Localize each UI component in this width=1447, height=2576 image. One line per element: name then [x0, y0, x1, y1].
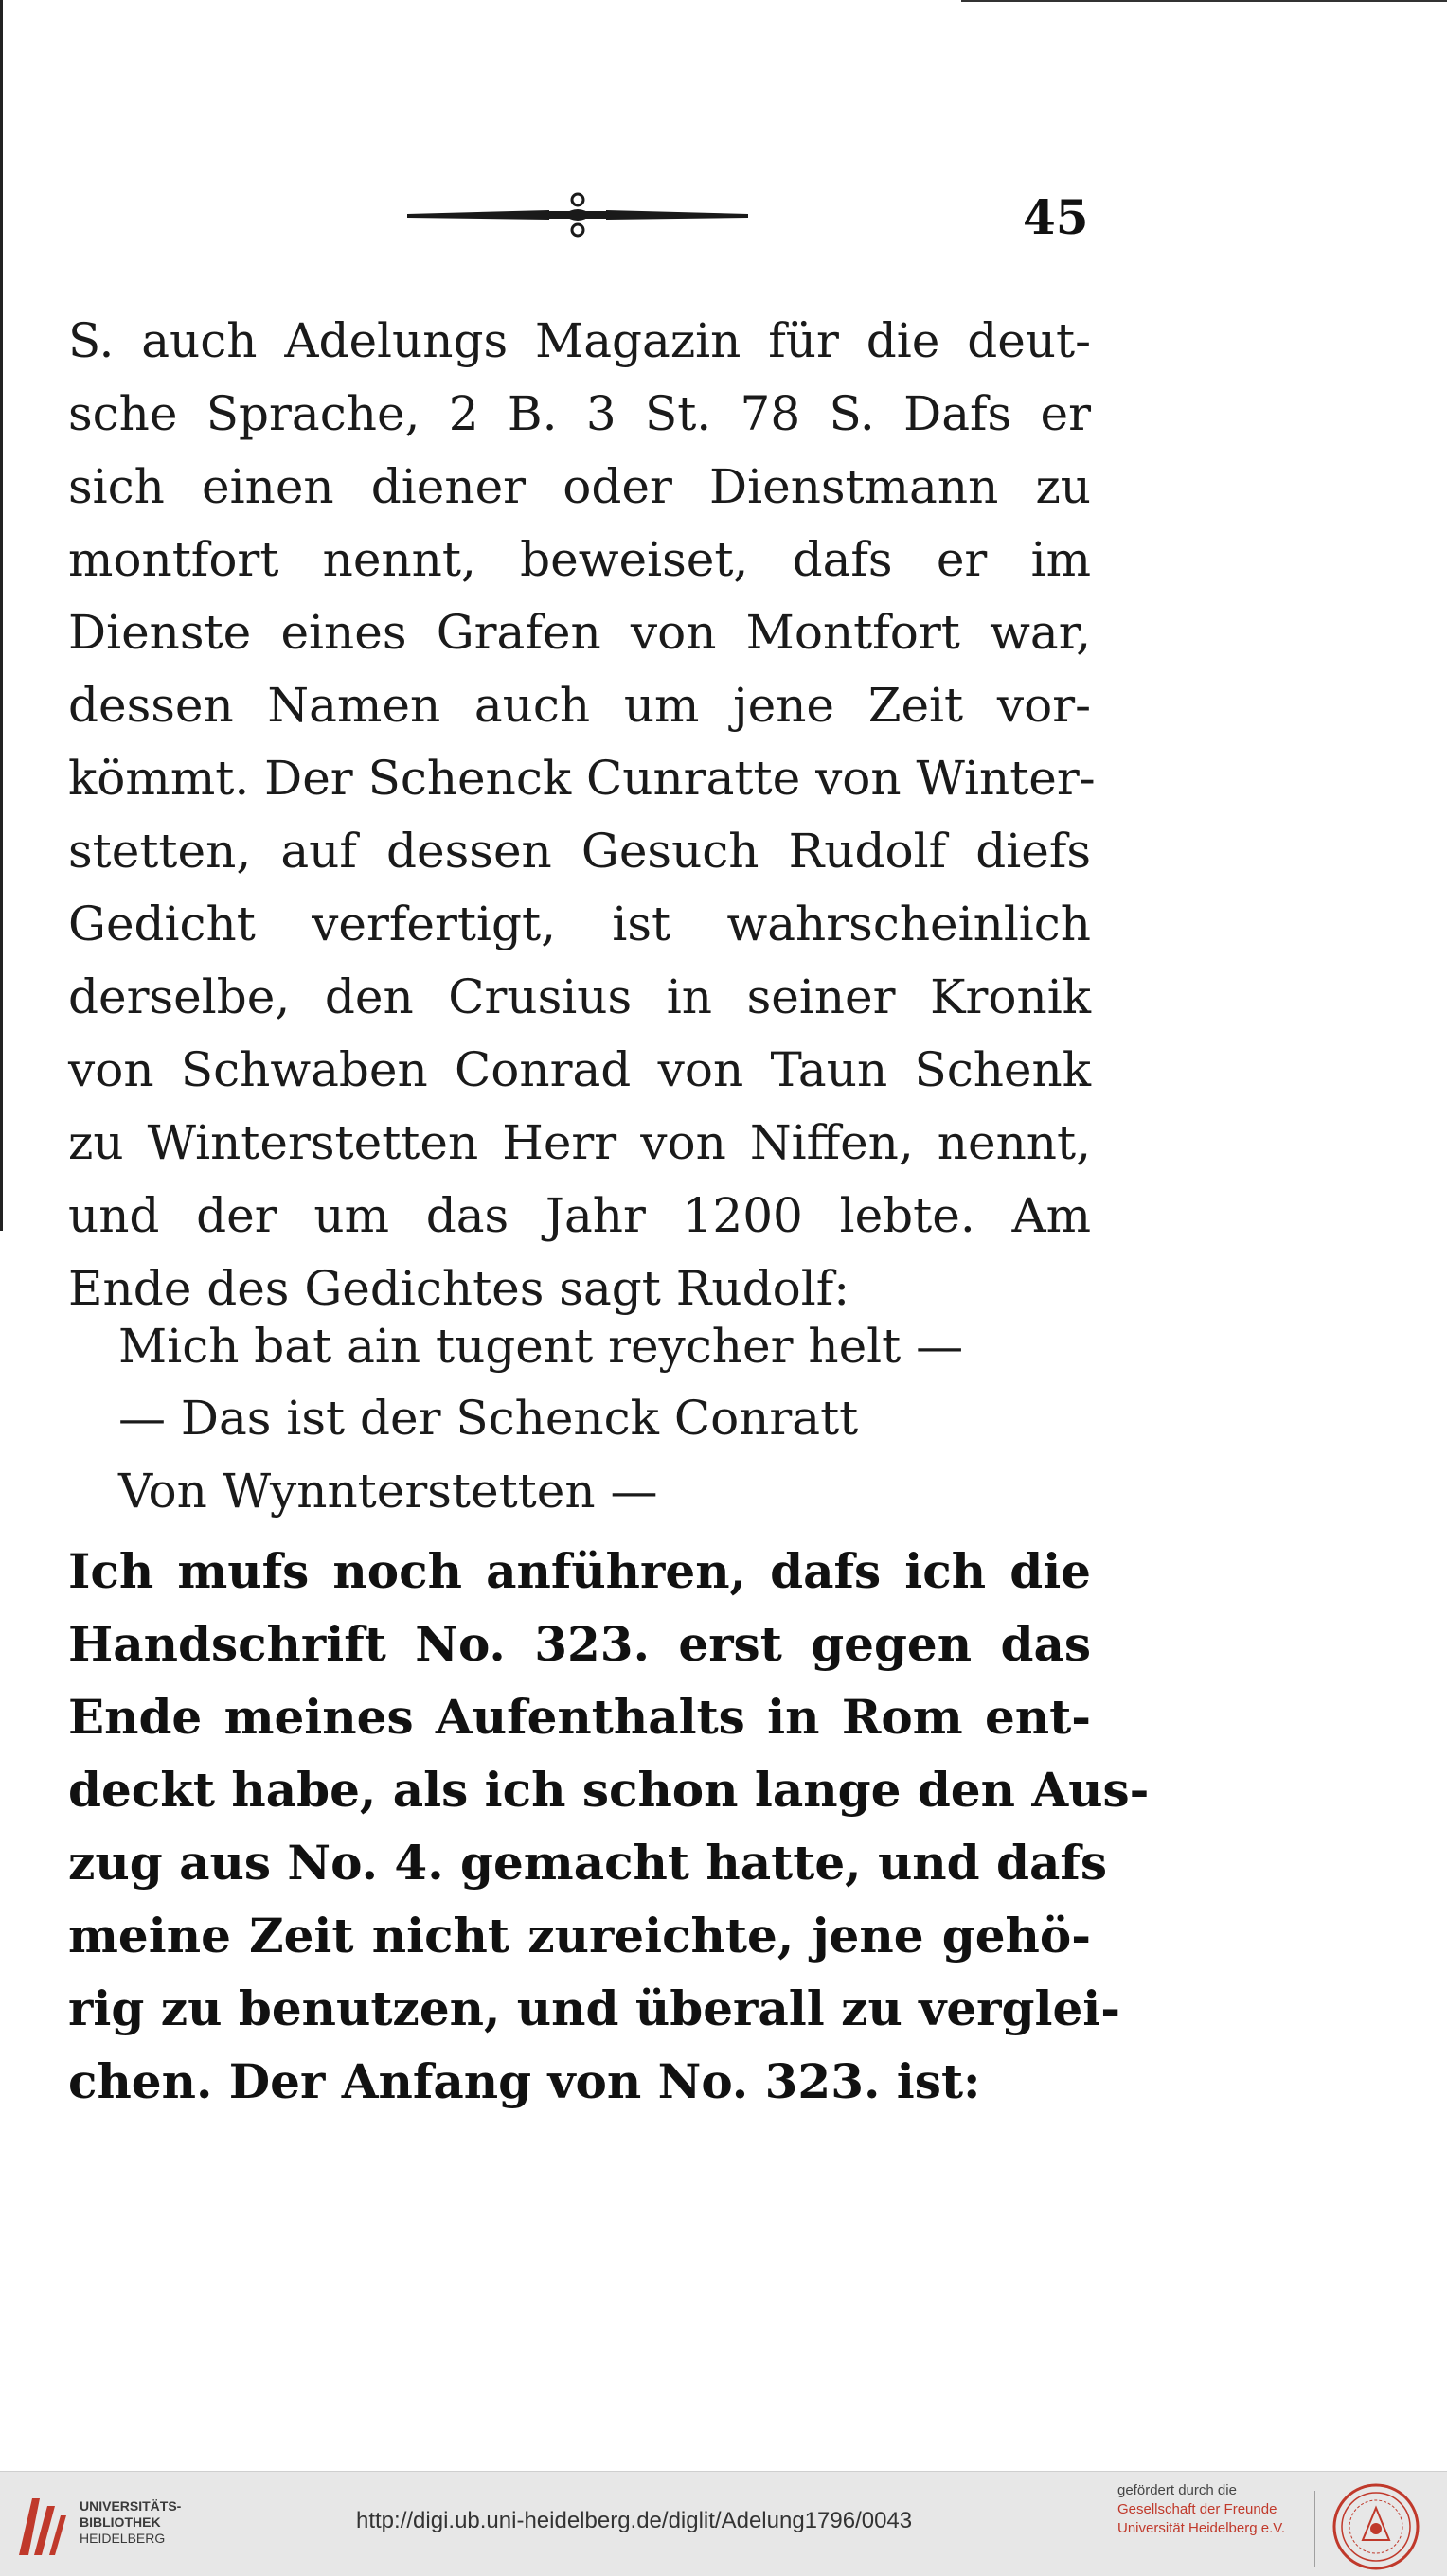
text-line: montfort nennt, beweiset, dafs er im: [68, 532, 1091, 587]
verse-line: — Das ist der Schenck Conratt: [118, 1391, 859, 1446]
university-seal-icon: [1331, 2481, 1421, 2572]
permalink-url[interactable]: http://digi.ub.uni-heidelberg.de/diglit/Adelung1796/0043: [356, 2508, 913, 2533]
text-line: dessen Namen auch um jene Zeit vor-: [68, 678, 1091, 733]
text-line: stetten, auf dessen Gesuch Rudolf diefs: [68, 824, 1091, 879]
sponsor-label: gefördert durch die: [1117, 2482, 1237, 2498]
text-line: kömmt. Der Schenck Cunratte von Winter-: [68, 751, 1096, 806]
text-line: Gedicht verfertigt, ist wahrscheinlich: [68, 897, 1091, 951]
text-line: sche Sprache, 2 B. 3 St. 78 S. Dafs er: [68, 386, 1091, 441]
text-line: zug aus No. 4. gemacht hatte, und dafs: [68, 1835, 1108, 1891]
page-number: 45: [1023, 189, 1089, 245]
text-line: Ende des Gedichtes sagt Rudolf:: [68, 1261, 850, 1316]
library-logo-text: [80, 2498, 181, 2547]
sponsor-divider: [1314, 2491, 1315, 2567]
text-line: rig zu benutzen, und überall zu verglei-: [68, 1981, 1121, 2036]
footer-bar: [0, 2471, 1447, 2576]
sponsor-credit: [1117, 2481, 1285, 2538]
text-line: zu Winterstetten Herr von Niffen, nennt,: [68, 1115, 1091, 1170]
sponsor-org: Gesellschaft der Freunde: [1117, 2501, 1277, 2517]
logo-line: UNIVERSITÄTS-: [80, 2498, 182, 2514]
text-line: von Schwaben Conrad von Taun Schenk: [68, 1042, 1091, 1097]
page-top-edge: [961, 0, 1447, 2]
text-line: Dienste eines Grafen von Montfort war,: [68, 605, 1091, 660]
text-line: derselbe, den Crusius in seiner Kronik: [68, 969, 1091, 1024]
text-line: sich einen diener oder Dienstmann zu: [68, 459, 1091, 514]
text-line: S. auch Adelungs Magazin für die deut-: [68, 313, 1091, 368]
header-ornament-icon: [407, 192, 748, 240]
sponsor-org: Universität Heidelberg e.V.: [1117, 2520, 1286, 2536]
text-line: chen. Der Anfang von No. 323. ist:: [68, 2053, 981, 2109]
text-line: Ende meines Aufenthalts in Rom ent-: [68, 1689, 1091, 1745]
library-logo-icon: [13, 2489, 68, 2561]
logo-line: BIBLIOTHEK: [80, 2514, 161, 2530]
text-line: Handschrift No. 323. erst gegen das: [68, 1616, 1091, 1672]
text-line: und der um das Jahr 1200 lebte. Am: [68, 1188, 1091, 1243]
text-line: deckt habe, als ich schon lange den Aus-: [68, 1762, 1150, 1818]
verse-line: Mich bat ain tugent reycher helt —: [118, 1319, 964, 1374]
verse-line: Von Wynnterstetten —: [118, 1464, 658, 1519]
logo-line: HEIDELBERG: [80, 2531, 166, 2546]
text-line: Ich mufs noch anführen, dafs ich die: [68, 1543, 1091, 1599]
text-line: meine Zeit nicht zureichte, jene gehö-: [68, 1908, 1091, 1963]
page-left-edge: [0, 0, 3, 1231]
